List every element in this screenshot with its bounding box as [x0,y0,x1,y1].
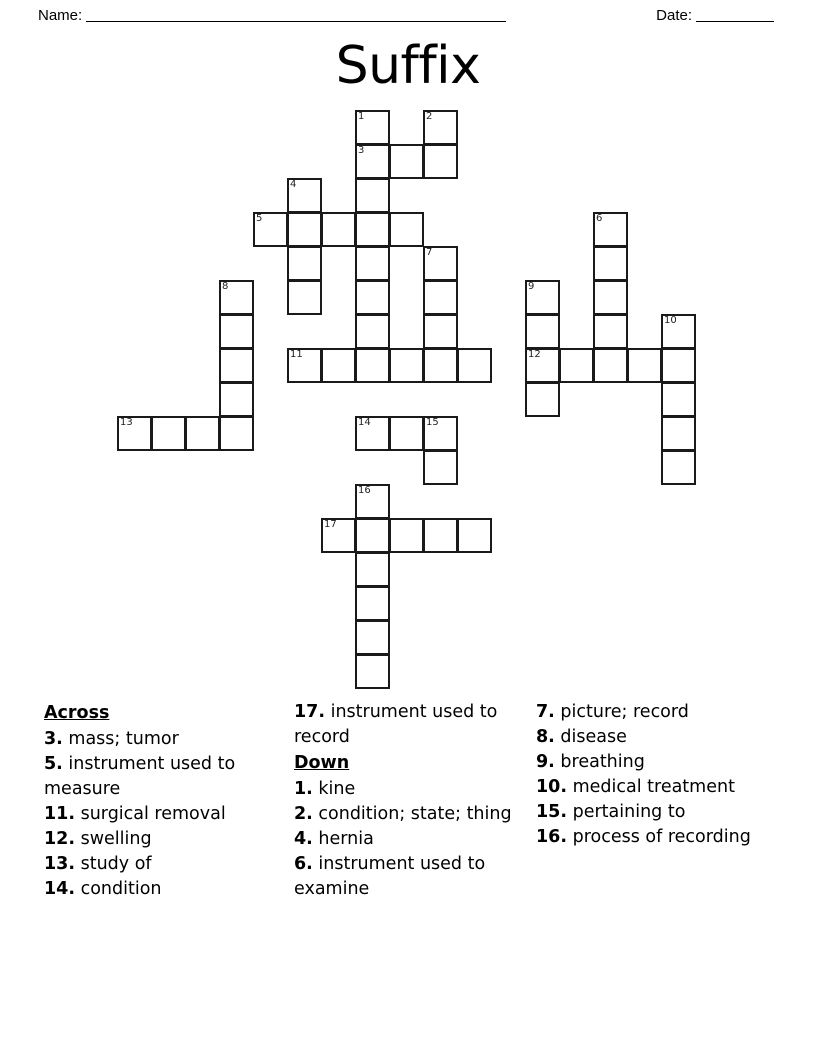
crossword-cell[interactable] [355,552,390,587]
crossword-cell[interactable] [355,280,390,315]
crossword-cell[interactable] [355,314,390,349]
cell-number: 1 [358,111,365,122]
cell-number: 9 [528,281,535,292]
crossword-cell[interactable] [525,314,560,349]
crossword-cell[interactable] [219,314,254,349]
clue-down-9[interactable] [536,750,780,775]
crossword-cell[interactable] [287,246,322,281]
crossword-cell-7[interactable] [423,246,458,281]
clue-down-15[interactable] [536,800,780,825]
crossword-cell-15[interactable] [423,416,458,451]
crossword-cell[interactable] [355,620,390,655]
crossword-cell[interactable] [661,382,696,417]
clue-number: 9. [536,752,555,772]
crossword-cell-8[interactable] [219,280,254,315]
crossword-cell[interactable] [287,212,322,247]
clue-text: disease [560,727,627,747]
cell-number: 14 [358,417,371,428]
crossword-cell[interactable] [287,280,322,315]
crossword-cell[interactable] [389,212,424,247]
crossword-cell[interactable] [661,450,696,485]
date-label: Date: [656,6,692,24]
crossword-cell[interactable] [559,348,594,383]
cell-number: 4 [290,179,297,190]
clue-across-17[interactable] [294,700,526,750]
crossword-cell[interactable] [457,518,492,553]
crossword-cell-10[interactable] [661,314,696,349]
clue-number: 14. [44,879,76,899]
crossword-cell[interactable] [423,450,458,485]
clue-across-5[interactable] [44,752,284,802]
crossword-cell-1[interactable] [355,110,390,145]
crossword-cell[interactable] [389,518,424,553]
cell-number: 13 [120,417,133,428]
clue-across-14[interactable] [44,877,284,902]
crossword-cell[interactable] [593,314,628,349]
crossword-cell-9[interactable] [525,280,560,315]
crossword-cell[interactable] [389,144,424,179]
clue-text: kine [318,779,356,799]
clue-across-11[interactable] [44,802,284,827]
clue-across-3[interactable] [44,727,284,752]
clue-text: medical treatment [572,777,735,797]
crossword-cell-11[interactable] [287,348,322,383]
crossword-cell[interactable] [355,654,390,689]
clue-text: instrument used to record [294,702,498,747]
crossword-cell[interactable] [219,416,254,451]
clue-text: mass; tumor [68,729,179,749]
clue-number: 13. [44,854,76,874]
clue-down-1[interactable] [294,777,526,802]
crossword-cell[interactable] [525,382,560,417]
crossword-cell[interactable] [355,246,390,281]
cell-number: 8 [222,281,229,292]
clue-text: hernia [318,829,374,849]
clue-text: picture; record [560,702,689,722]
clue-across-12[interactable] [44,827,284,852]
crossword-cell[interactable] [423,144,458,179]
crossword-cell-13[interactable] [117,416,152,451]
clue-number: 7. [536,702,555,722]
cell-number: 5 [256,213,263,224]
cell-number: 7 [426,247,433,258]
clue-down-7[interactable] [536,700,780,725]
crossword-cell[interactable] [355,178,390,213]
crossword-cell[interactable] [661,348,696,383]
clue-down-10[interactable] [536,775,780,800]
crossword-cell[interactable] [627,348,662,383]
clue-number: 10. [536,777,568,797]
cell-number: 2 [426,111,433,122]
clue-text: surgical removal [80,804,226,824]
clue-number: 11. [44,804,76,824]
crossword-cell-14[interactable] [355,416,390,451]
clue-across-13[interactable] [44,852,284,877]
crossword-cell-12[interactable] [525,348,560,383]
crossword-cell[interactable] [151,416,186,451]
crossword-cell-16[interactable] [355,484,390,519]
clue-number: 15. [536,802,568,822]
cell-number: 11 [290,349,303,360]
clue-number: 2. [294,804,313,824]
clues-container [0,700,816,1000]
crossword-cell-5[interactable] [253,212,288,247]
crossword-cell[interactable] [185,416,220,451]
clue-text: study of [80,854,152,874]
page-title: Suffix [335,36,481,96]
crossword-cell[interactable] [423,518,458,553]
clue-down-4[interactable] [294,827,526,852]
clue-text: swelling [80,829,152,849]
clue-down-2[interactable] [294,802,526,827]
crossword-cell[interactable] [321,212,356,247]
cell-number: 16 [358,485,371,496]
crossword-cell[interactable] [355,518,390,553]
clues-column-1 [44,700,294,902]
crossword-cell[interactable] [423,280,458,315]
crossword-cell[interactable] [355,586,390,621]
clue-text: pertaining to [572,802,686,822]
crossword-cell-6[interactable] [593,212,628,247]
clue-text: condition [80,879,162,899]
clue-text: condition; state; thing [318,804,512,824]
crossword-cell[interactable] [321,348,356,383]
clue-down-8[interactable] [536,725,780,750]
across-heading: Across [44,703,110,723]
crossword-cell[interactable] [389,416,424,451]
clue-text: process of recording [572,827,751,847]
clue-number: 16. [536,827,568,847]
clue-number: 3. [44,729,63,749]
crossword-cell-2[interactable] [423,110,458,145]
crossword-cell-17[interactable] [321,518,356,553]
crossword-cell[interactable] [423,348,458,383]
cell-number: 17 [324,519,337,530]
crossword-cell-3[interactable] [355,144,390,179]
crossword-cell[interactable] [593,246,628,281]
crossword-cell[interactable] [219,348,254,383]
clue-text: breathing [560,752,645,772]
clue-number: 12. [44,829,76,849]
clue-text: instrument used to examine [294,854,486,899]
clues-column-2 [294,700,536,902]
clue-number: 1. [294,779,313,799]
clue-down-6[interactable] [294,852,526,902]
crossword-cell[interactable] [355,212,390,247]
clue-number: 4. [294,829,313,849]
clue-number: 17. [294,702,326,722]
clue-number: 8. [536,727,555,747]
crossword-cell[interactable] [355,348,390,383]
crossword-cell[interactable] [593,280,628,315]
clues-column-3 [536,700,780,850]
clue-number: 5. [44,754,63,774]
crossword-cell[interactable] [423,314,458,349]
cell-number: 10 [664,315,677,326]
crossword-cell-4[interactable] [287,178,322,213]
cell-number: 3 [358,145,365,156]
crossword-cell[interactable] [593,348,628,383]
cell-number: 6 [596,213,603,224]
crossword-cell[interactable] [661,416,696,451]
down-heading: Down [294,753,350,773]
cell-number: 12 [528,349,541,360]
crossword-cell[interactable] [389,348,424,383]
cell-number: 15 [426,417,439,428]
crossword-cell[interactable] [219,382,254,417]
clue-text: instrument used to measure [44,754,236,799]
clue-number: 6. [294,854,313,874]
crossword-cell[interactable] [457,348,492,383]
clue-down-16[interactable] [536,825,780,850]
name-label: Name: [38,6,83,24]
